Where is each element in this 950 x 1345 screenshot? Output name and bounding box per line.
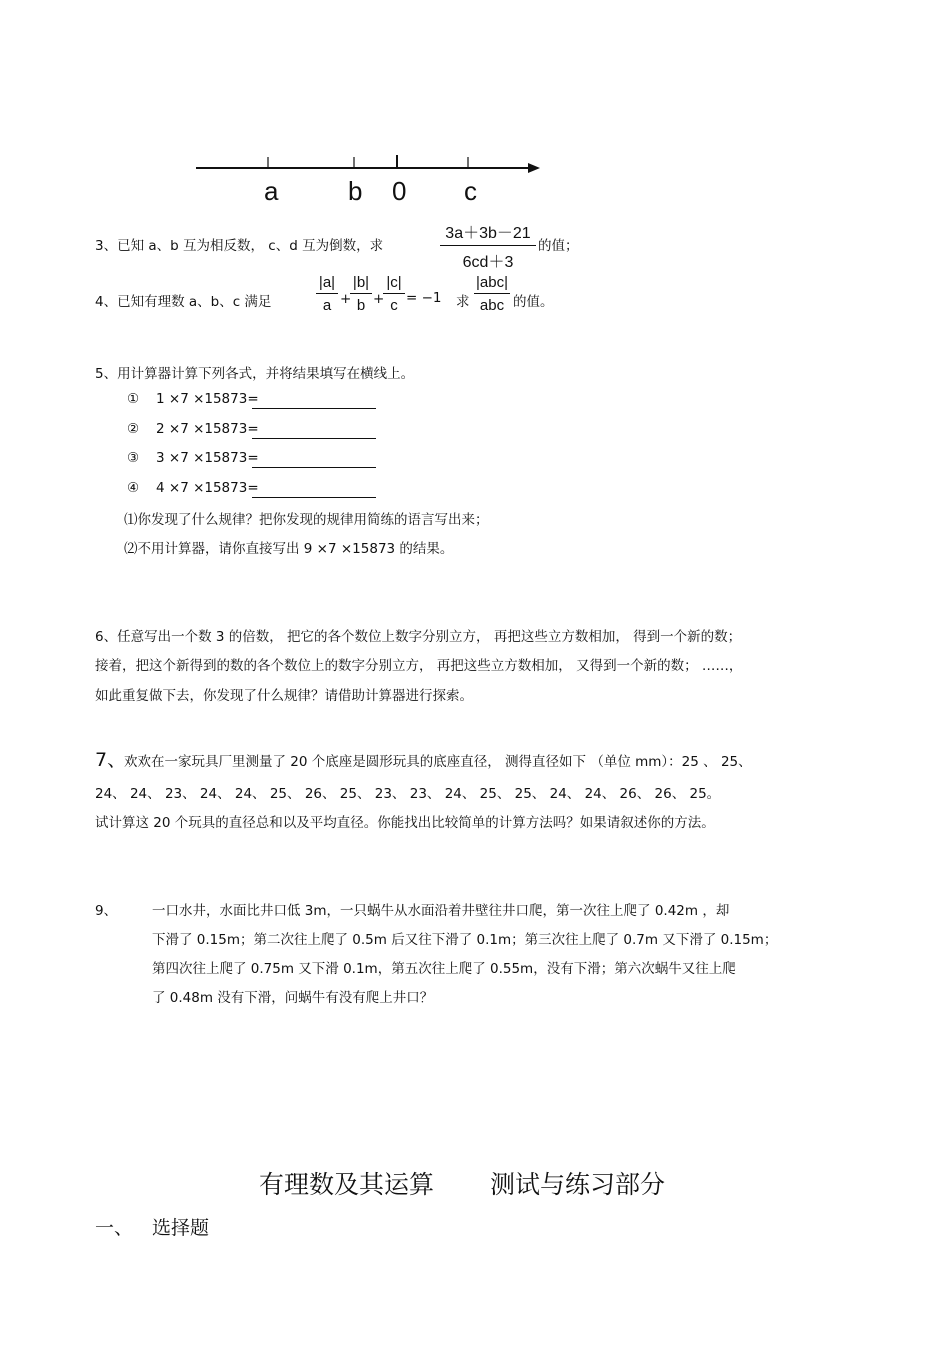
q3-denominator: 6cd＋3 (462, 254, 514, 271)
q4-f4-num: |abc| (476, 274, 508, 291)
q4-f4-den: abc (479, 297, 505, 314)
q5-item-1-answer-line[interactable] (252, 408, 376, 409)
q4-f2-den: b (356, 297, 366, 314)
q5-item-3-expression: 3 ×7 ×15873= (156, 450, 259, 466)
q5-sub-question-2: ⑵不用计算器，请你直接写出 9 ×7 ×15873 的结果。 (124, 541, 454, 557)
q3-prefix: 3、已知 a、b 互为相反数， c、d 互为倒数，求 (95, 238, 384, 254)
q9-line-3: 第四次往上爬了 0.75m 又下滑 0.1m，第五次往上爬了 0.55m，没有下滑；第六次蜗牛又往上爬 (152, 961, 736, 977)
q5-item-2-answer-line[interactable] (252, 438, 376, 439)
q5-stem: 5、用计算器计算下列各式，并将结果填写在横线上。 (95, 366, 415, 382)
q7-line-1: 欢欢在一家玩具厂里测量了 20 个底座是圆形玩具的底座直径， 测得直径如下 （单位 mm）：25 、 25、 (124, 754, 752, 770)
q9-line-2: 下滑了 0.15m；第二次往上爬了 0.5m 后又往下滑了 0.1m；第三次往上爬了 0.7m 又下滑了 0.15m； (152, 932, 778, 948)
q6-line-3: 如此重复做下去，你发现了什么规律？请借助计算器进行探索。 (95, 688, 473, 704)
q4-f3-den: c (390, 297, 398, 314)
q4-prefix: 4、已知有理数 a、b、c 满足 (95, 294, 272, 310)
q4-plus-2: + (373, 291, 385, 307)
q4-equals: = −1 (406, 290, 442, 306)
q9-line-4: 了 0.48m 没有下滑，问蜗牛有没有爬上井口？ (152, 990, 434, 1006)
q6-line-2: 接着，把这个新得到的数的各个数位上的数字分别立方， 再把这些立方数相加， 又得到一个新的数； ……， (95, 658, 743, 674)
number-line-label-a: a (264, 176, 279, 206)
q7-number: 7、 (95, 749, 127, 771)
q3-fraction (440, 220, 536, 272)
q7-line-2: 24、 24、 23、 24、 24、 25、 26、 25、 23、 23、 24、 25、 25、 24、 24、 26、 26、 25。 (95, 786, 721, 802)
q4-fraction-c (383, 274, 405, 314)
q4-f2-num: |b| (352, 274, 370, 291)
q5-item-1-number: ① (127, 391, 140, 407)
q9-line-1: 一口水井，水面比井口低 3m，一只蜗牛从水面沿着井壁往井口爬，第一次往上爬了 0.42m ，却 (152, 903, 730, 919)
q4-ask: 求 (456, 294, 470, 310)
q6-line-1: 6、任意写出一个数 3 的倍数， 把它的各个数位上数字分别立方， 再把这些立方数相加， 得到一个新的数； (95, 629, 742, 645)
section-subheading-number: 一、 (95, 1217, 134, 1239)
q5-item-1-expression: 1 ×7 ×15873= (156, 391, 259, 407)
section-subheading-label: 选择题 (152, 1217, 210, 1239)
section-title-left: 有理数及其运算 (259, 1170, 435, 1199)
q4-f1-num: |a| (318, 274, 336, 291)
q4-suffix: 的值。 (513, 294, 554, 310)
q5-item-3-number: ③ (127, 450, 140, 466)
q5-item-3-answer-line[interactable] (252, 467, 376, 468)
q3-suffix: 的值； (538, 238, 579, 254)
number-line-label-b: b (348, 176, 363, 206)
q5-item-4-expression: 4 ×7 ×15873= (156, 480, 259, 496)
q9-number: 9、 (95, 903, 118, 919)
q3-numerator: 3a＋3b－21 (445, 225, 531, 242)
q5-item-4-answer-line[interactable] (252, 497, 376, 498)
number-line (190, 150, 550, 185)
q4-f1-den: a (322, 297, 332, 314)
q5-item-2-expression: 2 ×7 ×15873= (156, 421, 259, 437)
q4-f3-num: |c| (386, 274, 402, 291)
q5-sub-question-1: ⑴你发现了什么规律？把你发现的规律用简练的语言写出来； (124, 512, 489, 528)
q4-fraction-abc (474, 274, 510, 314)
q5-item-2-number: ② (127, 421, 140, 437)
number-line-label-c: c (464, 176, 477, 206)
q4-fraction-a (316, 274, 338, 314)
number-line-label-zero: 0 (392, 176, 407, 206)
q4-fraction-b (350, 274, 372, 314)
section-title-right: 测试与练习部分 (490, 1170, 666, 1199)
q5-item-4-number: ④ (127, 480, 140, 496)
q7-line-3: 试计算这 20 个玩具的直径总和以及平均直径。你能找出比较简单的计算方法吗？如果请叙述你的方法。 (95, 815, 715, 831)
q4-plus-1: + (340, 291, 352, 307)
